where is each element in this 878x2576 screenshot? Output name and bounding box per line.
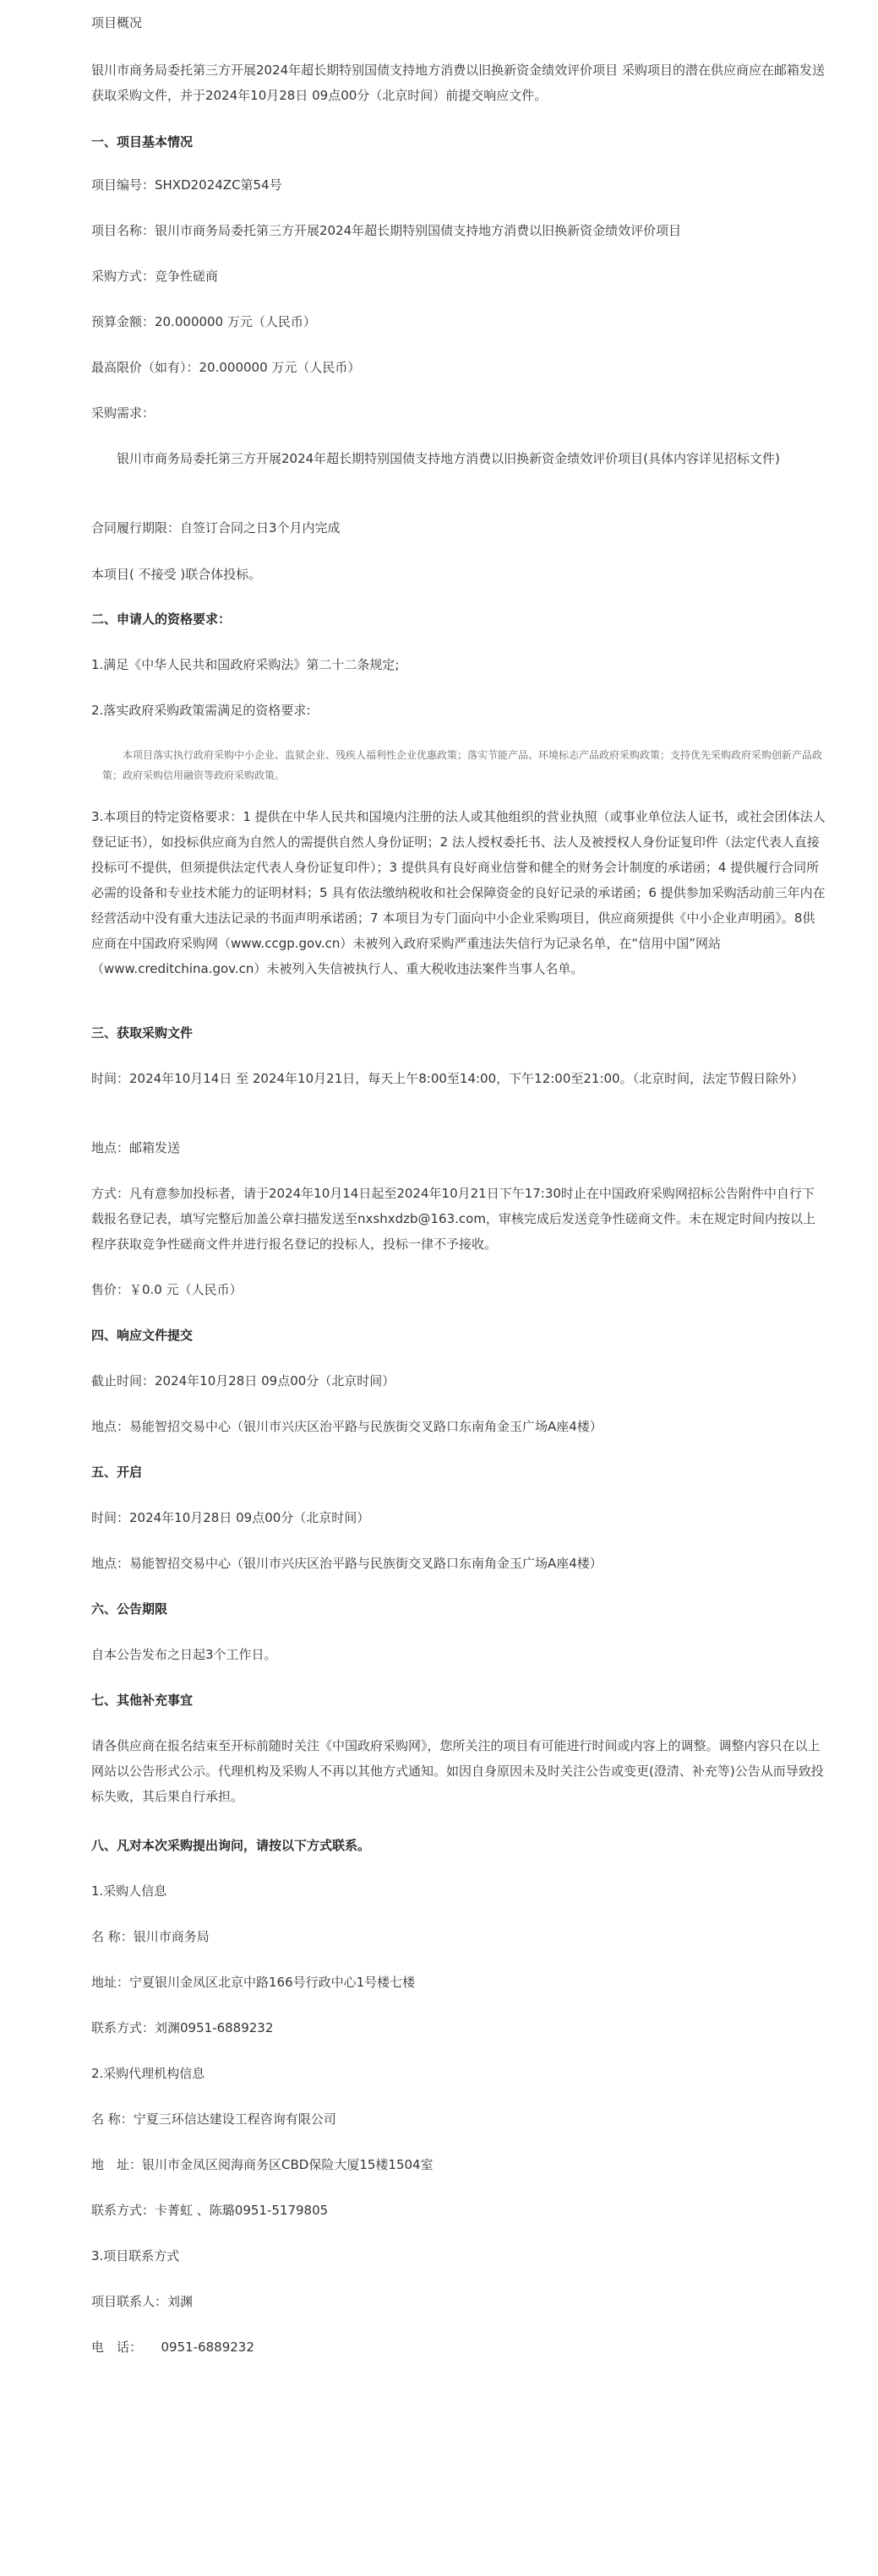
overview-text: 银川市商务局委托第三方开展2024年超长期特别国债支持地方消费以旧换新资金绩效评价项目 采购项目的潜在供应商应在邮箱发送获取采购文件，并于2024年10月28日 09点00分（北京时间）前提交响应文件。 xyxy=(91,62,825,103)
section-heading-opening: 五、开启 xyxy=(91,1465,143,1480)
overview-label: 项目概况 xyxy=(91,15,143,30)
agency-address: 地 址：银川市金凤区阅海商务区CBD保险大厦15楼1504室 xyxy=(91,2157,434,2172)
project-contact-person: 项目联系人：刘渊 xyxy=(91,2294,194,2309)
announcement-period: 自本公告发布之日起3个工作日。 xyxy=(91,1647,277,1662)
submission-deadline: 截止时间：2024年10月28日 09点00分（北京时间） xyxy=(91,1373,395,1389)
opening-time: 时间：2024年10月28日 09点00分（北京时间） xyxy=(91,1510,370,1525)
procurement-method: 采购方式：竞争性磋商 xyxy=(91,269,219,284)
agency-name: 名 称：宁夏三环信达建设工程咨询有限公司 xyxy=(91,2111,336,2127)
project-number: 项目编号：SHXD2024ZC第54号 xyxy=(91,177,282,193)
obtain-method: 方式：凡有意参加投标者，请于2024年10月14日起至2024年10月21日下午17:30时止在中国政府采购网招标公告附件中自行下载报名登记表，填写完整后加盖公章扫描发送至nxshxdzb@163.com，审核完成后发送竞争性磋商文件。未在规定时间内按以上程序获取竞争性磋商文件并进行报名登记的投标人，投标一律不予接收。 xyxy=(91,1186,815,1252)
qualification-3: 3.本项目的特定资格要求：1 提供在中华人民共和国境内注册的法人或其他组织的营业执照（或事业单位法人证书，或社会团体法人登记证书），如投标供应商为自然人的需提供自然人身份证明；2 法人授权委托书、法人及被授权人身份证复印件（法定代表人直接投标可不提供，但须提供法定代表人身份证复印件）；3 提供具有良好商业信誉和健全的财务会计制度的承诺函；4 提供履行合同所必需的设备和专业技术能力的证明材料；5 具有依法缴纳税收和社会保障资金的良好记录的承诺函；6 提供参加采购活动前三年内在经营活动中没有重大违法记录的书面声明承诺函；7 本项目为专门面向中小企业采购项目，供应商须提供《中小企业声明函》。8供应商在中国政府采购网（www.ccgp.gov.cn）未被列入政府采购严重违法失信行为记录名单，在“信用中国”网站（www.creditchina.gov.cn）未被列入失信被执行人、重大税收违法案件当事人名单。 xyxy=(91,809,826,976)
contract-term: 合同履行期限：自签订合同之日3个月内完成 xyxy=(91,520,341,535)
qualification-2: 2.落实政府采购政策需满足的资格要求: xyxy=(91,703,311,718)
qualification-1: 1.满足《中华人民共和国政府采购法》第二十二条规定; xyxy=(91,657,400,672)
section-heading-other: 七、其他补充事宜 xyxy=(91,1693,194,1708)
max-price: 最高限价（如有）：20.000000 万元（人民币） xyxy=(91,360,361,375)
document-price: 售价：￥0.0 元（人民币） xyxy=(91,1282,243,1297)
consortium-note: 本项目( 不接受 )联合体投标。 xyxy=(91,567,262,582)
purchaser-contact: 联系方式：刘渊0951-6889232 xyxy=(91,2020,274,2035)
section-heading-obtain-documents: 三、获取采购文件 xyxy=(91,1025,194,1041)
agency-contact: 联系方式：卡菁虹 、陈璐0951-5179805 xyxy=(91,2203,329,2218)
qualification-2-detail: 本项目落实执行政府采购中小企业、监狱企业、残疾人福利性企业优惠政策；落实节能产品、环境标志产品政府采购政策；支持优先采购政府采购创新产品政策；政府采购信用融资等政府采购政策。 xyxy=(102,749,823,781)
section-heading-period: 六、公告期限 xyxy=(91,1601,168,1617)
other-matters: 请各供应商在报名结束至开标前随时关注《中国政府采购网》，您所关注的项目有可能进行时间或内容上的调整。调整内容只在以上网站以公告形式公示。代理机构及采购人不再以其他方式通知。如因自身原因未及时关注公告或变更(澄清、补充等)公告从而导致投标失败，其后果自行承担。 xyxy=(91,1738,824,1804)
obtain-time: 时间：2024年10月14日 至 2024年10月21日，每天上午8:00至14:00，下午12:00至21:00。（北京时间，法定节假日除外） xyxy=(91,1071,804,1086)
section-heading-basic-info: 一、项目基本情况 xyxy=(91,134,194,149)
section-heading-qualification: 二、申请人的资格要求： xyxy=(91,611,232,627)
project-contact-phone: 电 话： 0951-6889232 xyxy=(91,2340,254,2355)
obtain-place: 地点：邮箱发送 xyxy=(91,1140,181,1155)
section-heading-contact: 八、凡对本次采购提出询问，请按以下方式联系。 xyxy=(91,1838,371,1853)
section-heading-submission: 四、响应文件提交 xyxy=(91,1328,194,1343)
purchaser-address: 地址：宁夏银川金凤区北京中路166号行政中心1号楼七楼 xyxy=(91,1975,416,1990)
project-contact-title: 3.项目联系方式 xyxy=(91,2248,180,2264)
demand-label: 采购需求： xyxy=(91,405,155,421)
agency-info-title: 2.采购代理机构信息 xyxy=(91,2066,205,2081)
demand-text: 银川市商务局委托第三方开展2024年超长期特别国债支持地方消费以旧换新资金绩效评价项目(具体内容详见招标文件) xyxy=(117,451,780,466)
purchaser-name: 名 称：银川市商务局 xyxy=(91,1929,210,1944)
project-name: 项目名称：银川市商务局委托第三方开展2024年超长期特别国债支持地方消费以旧换新资金绩效评价项目 xyxy=(91,223,682,238)
budget-amount: 预算金额：20.000000 万元（人民币） xyxy=(91,314,316,329)
opening-place: 地点：易能智招交易中心（银川市兴庆区治平路与民族街交叉路口东南角金玉广场A座4楼） xyxy=(91,1556,603,1571)
purchaser-info-title: 1.采购人信息 xyxy=(91,1883,167,1899)
submission-place: 地点：易能智招交易中心（银川市兴庆区治平路与民族街交叉路口东南角金玉广场A座4楼） xyxy=(91,1419,603,1434)
